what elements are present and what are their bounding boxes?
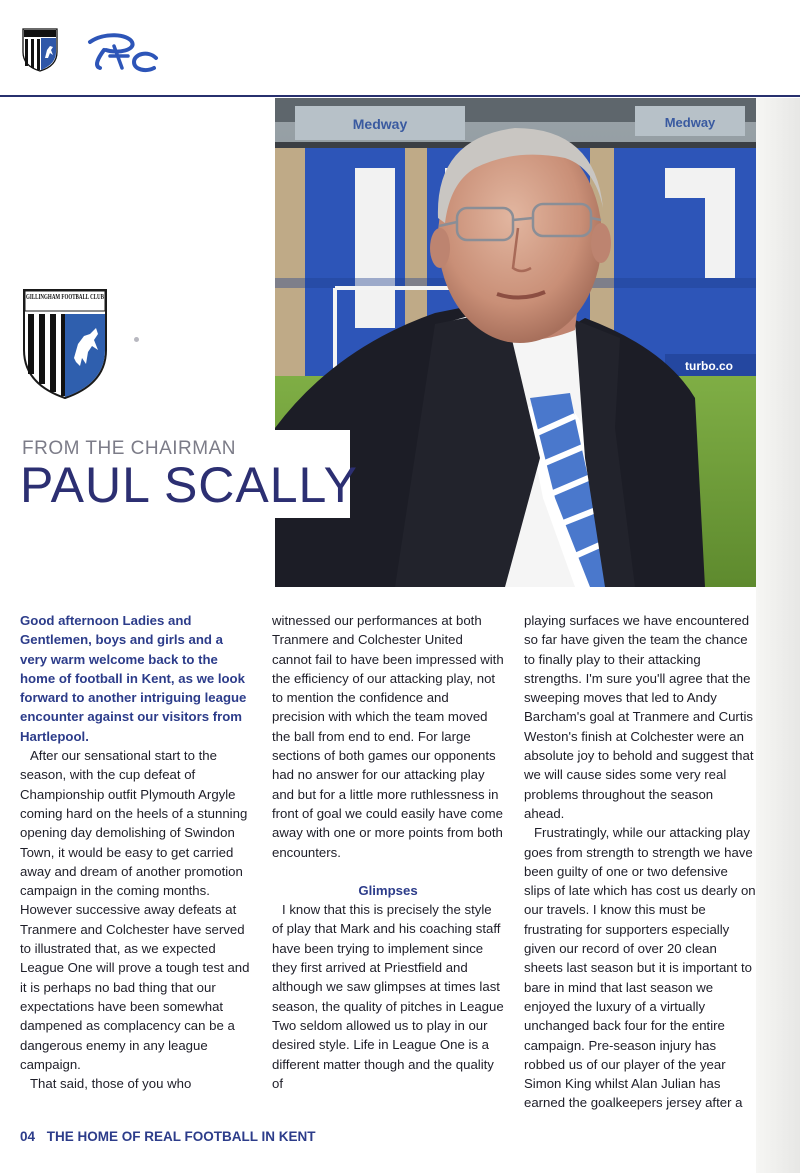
gfc-monogram-icon xyxy=(84,28,158,76)
stand-sign-text: Medway xyxy=(664,115,716,130)
club-crest xyxy=(22,288,108,400)
paragraph: That said, those of you who xyxy=(30,1076,192,1092)
chairman-name: PAUL SCALLY xyxy=(20,457,359,513)
article-column-1 xyxy=(20,611,252,1093)
page-footer xyxy=(20,1129,316,1144)
article-column-2 xyxy=(272,611,504,1093)
paragraph: playing surfaces we have encountered so far have given the team the chance to finally play to their attacking strengths. I'm sure you'll agree that the sweeping moves that led to Andy Barcham's goal at Tranmere and Curtis Weston's finish at Colchester were an absolute joy to behold and suggest that we will cause sides some very real problems throughout the season ahead. xyxy=(524,613,754,821)
article-column-3 xyxy=(524,611,756,1113)
intro-paragraph: Good afternoon Ladies and Gentlemen, boys and girls and a very warm welcome back to the home of football in Kent, as we look forward to another intriguing league encounter against our visitors from Hartlepool. xyxy=(20,613,247,744)
paragraph: I know that this is precisely the style of play that Mark and his coaching staff have been trying to implement since they first arrived at Priestfield and although we saw glimpses at times last season, the quality of pitches in League Two seldom allowed us to play in our desired style. Life in League One is a different matter though and the quality of xyxy=(272,902,504,1091)
subheading: Glimpses xyxy=(358,882,418,898)
paragraph: witnessed our performances at both Tranmere and Colchester United cannot fail to have been impressed with the efficiency of our attacking play, not to mention the confidence and precision with which the team moved the ball from end to end. For large sections of both games our opponents had no answer for our attacking play and but for a little more ruthlessness in front of goal we could easily have come away with one or more points from both encounters. xyxy=(272,613,504,860)
paragraph: Frustratingly, while our attacking play goes from strength to strength we have been guilty of one or two defensive slips of late which has cost us dearly on our travels. I know this must be frustrating for supporters especially given our record of over 20 clean sheets last season but it is important to bare in mind that last season we enjoyed the luxury of a virtually unchanged back four for the entire campaign. Pre-season injury has robbed us of our player of the year Simon King whilst Alan Julian has earned the goalkeepers jersey after a xyxy=(524,825,756,1111)
advert-board-text: turbo.co xyxy=(685,359,733,373)
page-edge-shade xyxy=(756,98,800,1173)
gillingham-crest-icon xyxy=(22,28,58,72)
page-number: 04 xyxy=(20,1129,36,1144)
section-kicker: FROM THE CHAIRMAN xyxy=(22,438,236,459)
header-rule xyxy=(0,95,800,97)
stand-sign-text: Medway xyxy=(352,116,408,132)
paragraph: After our sensational start to the season, with the cup defeat of Championship outfit Plymouth Argyle coming hard on the heels of a stunning opening day demolishing of Swindon Town, it would be easy to get carried away and dream of another promotion campaign in the coming months. However successive away defeats at Tranmere and Colchester have served to illustrated that, as we expected League One will prove a tough test and it is perhaps no bad thing that our expectations have been somewhat dampened as complacency can be a dangerous enemy in any league campaign. xyxy=(20,748,250,1072)
decorative-dot xyxy=(134,337,139,342)
crest-text: GILLINGHAM FOOTBALL CLUB xyxy=(26,292,104,301)
footer-tagline: THE HOME OF REAL FOOTBALL IN KENT xyxy=(46,1129,316,1144)
